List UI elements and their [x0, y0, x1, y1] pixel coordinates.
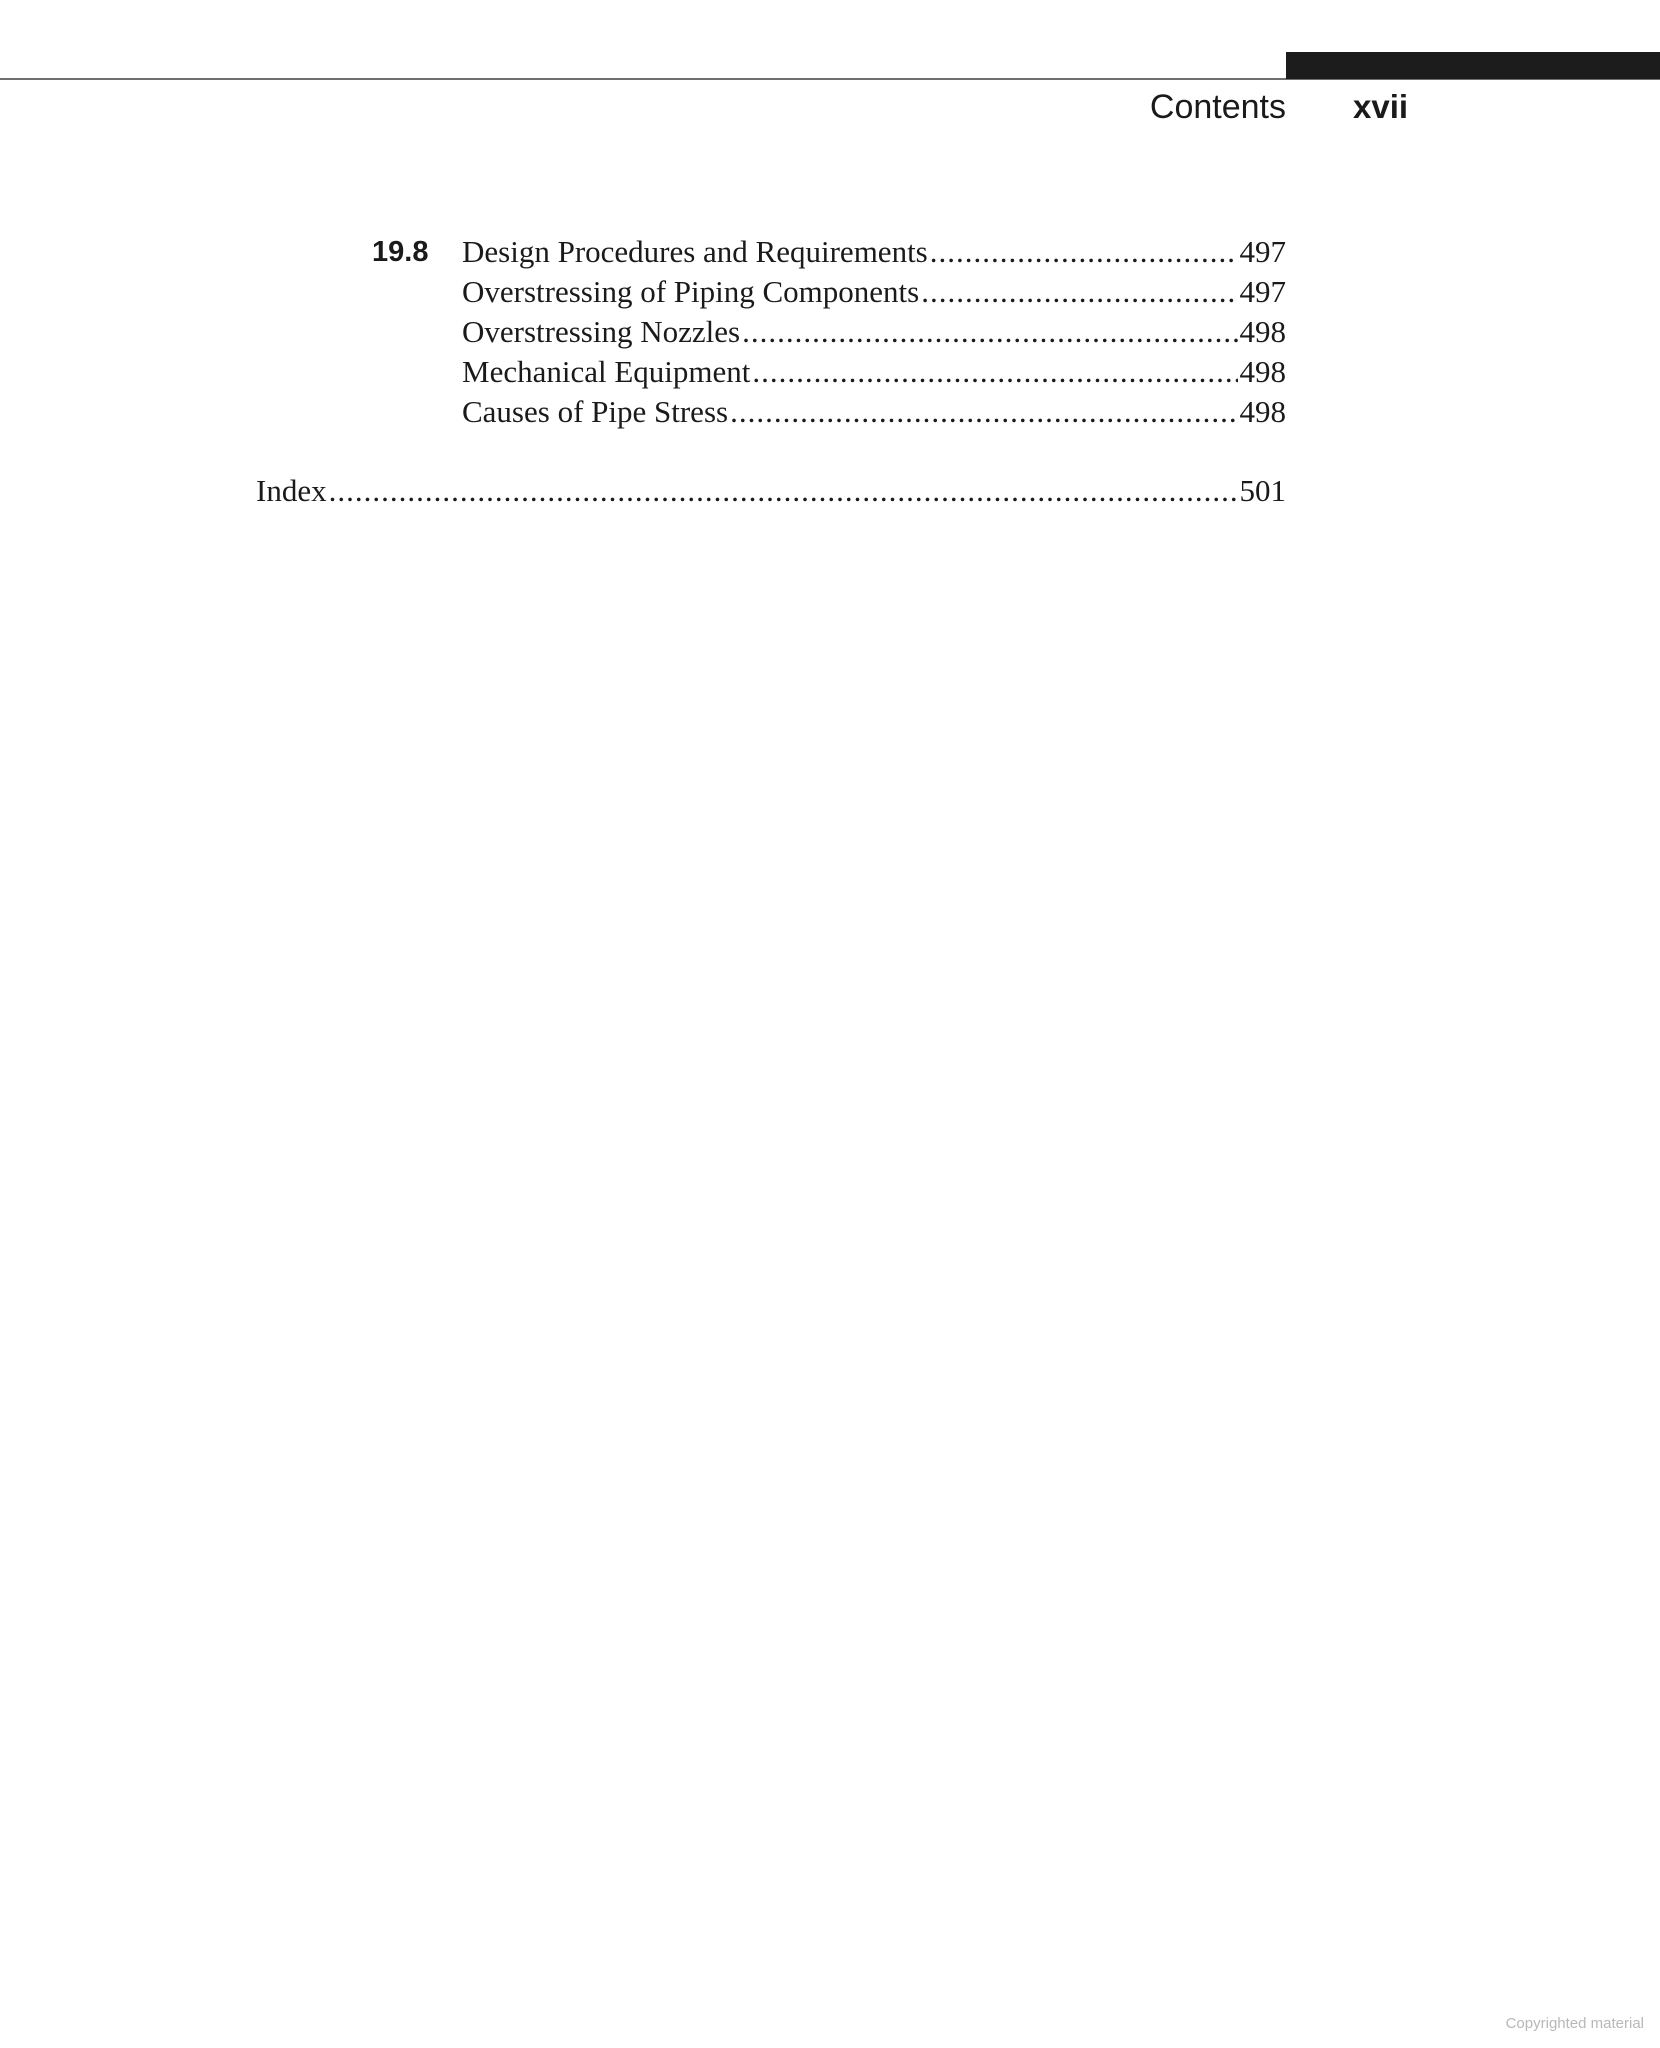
- toc-entry[interactable]: [256, 392, 1286, 432]
- toc-entry[interactable]: [256, 232, 1286, 272]
- dot-leader: [742, 312, 1237, 352]
- dot-leader: [730, 392, 1237, 432]
- toc-section-19-8: [256, 232, 1286, 432]
- dot-leader: [329, 471, 1238, 511]
- copyright-watermark: Copyrighted material: [1505, 2015, 1644, 2032]
- toc-entry[interactable]: [256, 272, 1286, 312]
- toc-entry[interactable]: [256, 312, 1286, 352]
- header-rule-bar: [1286, 52, 1660, 79]
- toc-entry-title: Causes of Pipe Stress: [462, 394, 729, 429]
- toc-entry-title: Overstressing Nozzles: [462, 314, 741, 349]
- toc-entry[interactable]: [256, 352, 1286, 392]
- dot-leader: [752, 352, 1237, 392]
- dot-leader: [930, 232, 1238, 272]
- toc-entry-page: 498: [1239, 354, 1286, 389]
- toc-entry-page: 497: [1239, 234, 1286, 269]
- section-number: 19.8: [372, 236, 429, 268]
- running-head-title: Contents: [1149, 88, 1286, 126]
- toc-entry-title: Mechanical Equipment: [462, 354, 751, 389]
- index-title: Index: [256, 473, 327, 508]
- dot-leader: [921, 272, 1237, 312]
- toc-entry-index[interactable]: [256, 471, 1286, 511]
- toc-entry-page: 497: [1239, 274, 1286, 309]
- running-head-page-number: xvii: [1353, 88, 1409, 125]
- toc-entry-page: 498: [1239, 314, 1286, 349]
- index-page: 501: [1239, 473, 1286, 508]
- toc-entry-title: Overstressing of Piping Components: [462, 274, 920, 309]
- toc-entry-title: Design Procedures and Requirements: [462, 234, 928, 269]
- toc-entry-page: 498: [1239, 394, 1286, 429]
- running-head: [1100, 88, 1409, 136]
